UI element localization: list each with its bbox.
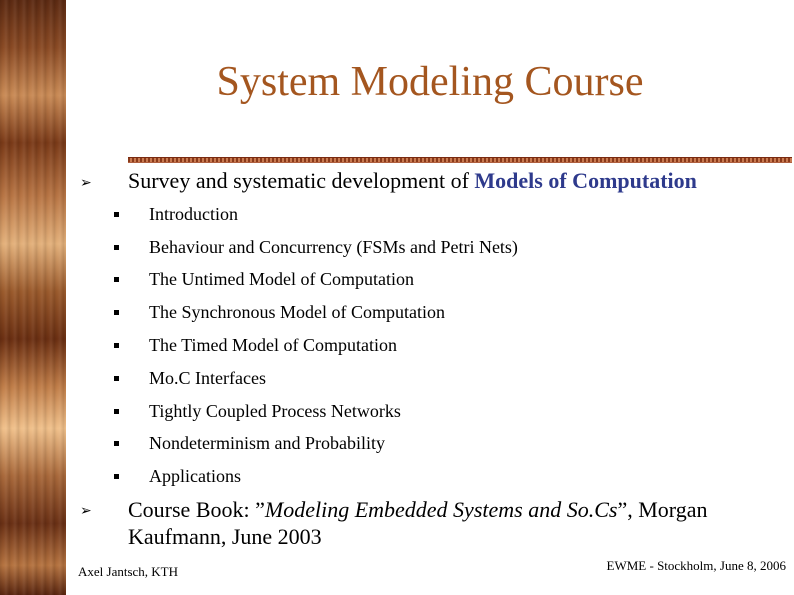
list-item bbox=[114, 198, 518, 231]
list-item-label: Tightly Coupled Process Networks bbox=[149, 400, 401, 421]
list-item-label: Mo.C Interfaces bbox=[149, 367, 266, 388]
square-icon bbox=[114, 245, 119, 250]
square-icon bbox=[114, 441, 119, 446]
bullet-course-book bbox=[128, 496, 707, 550]
list-item-label: Applications bbox=[149, 466, 241, 487]
square-icon bbox=[114, 409, 119, 414]
list-item-label: Behaviour and Concurrency (FSMs and Petri Nets) bbox=[149, 236, 518, 257]
list-item bbox=[114, 460, 518, 493]
arrowhead-icon: ➢ bbox=[80, 175, 92, 191]
bullet-text: Survey and systematic development of bbox=[128, 168, 475, 193]
square-icon bbox=[114, 474, 119, 479]
list-item bbox=[114, 362, 518, 395]
list-item bbox=[114, 428, 518, 461]
arrowhead-icon: ➢ bbox=[80, 503, 92, 519]
list-item-label: Nondeterminism and Probability bbox=[149, 433, 385, 454]
book-title: Modeling Embedded Systems and So.Cs bbox=[264, 497, 618, 522]
list-item-label: The Untimed Model of Computation bbox=[149, 269, 414, 290]
list-item bbox=[114, 395, 518, 428]
list-item-label: The Synchronous Model of Computation bbox=[149, 302, 445, 323]
footer-author: Axel Jantsch, KTH bbox=[78, 564, 179, 579]
list-item bbox=[114, 329, 518, 362]
emphasis-text: Models of Computation bbox=[474, 168, 697, 193]
list-item bbox=[114, 231, 518, 264]
wood-decoration-bar bbox=[0, 0, 66, 595]
list-item bbox=[114, 264, 518, 297]
footer-event: EWME - Stockholm, June 8, 2006 bbox=[606, 558, 786, 573]
book-prefix: Course Book: ” bbox=[128, 497, 265, 522]
course-book-line1 bbox=[128, 496, 707, 523]
square-icon bbox=[114, 376, 119, 381]
square-icon bbox=[114, 343, 119, 348]
list-item-label: Introduction bbox=[149, 203, 238, 224]
course-book-line2: Kaufmann, June 2003 bbox=[128, 524, 322, 549]
bullet-models-of-computation bbox=[128, 167, 697, 194]
square-icon bbox=[114, 212, 119, 217]
list-item bbox=[114, 296, 518, 329]
book-suffix: ”, Morgan bbox=[617, 497, 708, 522]
title-divider bbox=[128, 157, 792, 163]
square-icon bbox=[114, 310, 119, 315]
topic-list bbox=[114, 198, 518, 493]
slide-title: System Modeling Course bbox=[216, 59, 644, 105]
list-item-label: The Timed Model of Computation bbox=[149, 335, 398, 356]
square-icon bbox=[114, 277, 119, 282]
